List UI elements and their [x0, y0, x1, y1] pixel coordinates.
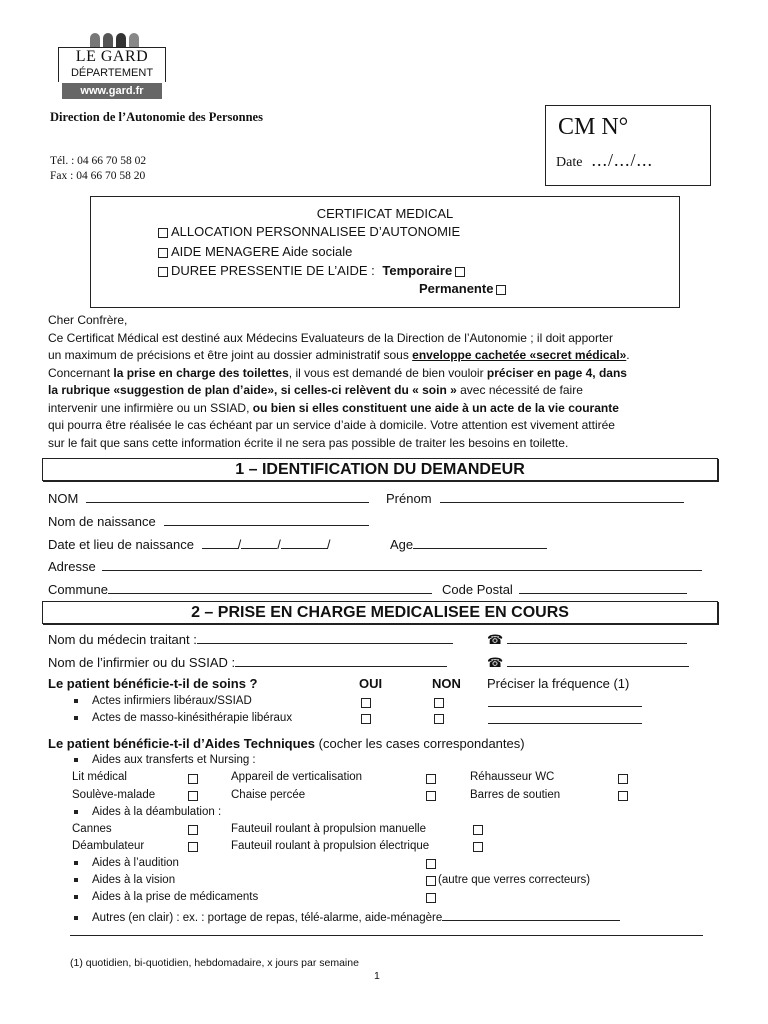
prenom-input[interactable] [440, 490, 684, 503]
verticalisation-checkbox[interactable] [426, 774, 436, 784]
intro-paragraph: Cher Confrère, Ce Certificat Médical est destiné aux Médecins Evaluateurs de la Direction de l’Autonomie ; il doit apporter un maximum de précisions et être joint au dossier administratif sous enveloppe cachetée «secret médical». Concernant la prise en charge des toilettes, il vous est demandé de bien vouloir préciser en page 4, dans la rubrique «suggestion de plan d’aide», si celles-ci relèvent du « soin » avec nécessité de faire intervenir une infirmière ou un SSIAD, ou bien si elles constituent une aide à un acte de la vie courante qui pourra être réalisée le cas échéant par un service d’aide à domicile. Votre attention est vivement attirée sur le fait que sans cette information écrite il ne sera pas possible de traiter les besoins en toilette. [48, 313, 630, 450]
medecin-input[interactable] [197, 631, 453, 644]
date-value: .../.../... [591, 150, 653, 170]
adresse-field[interactable]: Adresse [48, 558, 702, 574]
bullet-icon [74, 916, 78, 920]
audition-row: Aides à l’audition [74, 857, 179, 869]
bullet-icon [74, 716, 78, 720]
fauteuil-manuel-label: Fauteuil roulant à propulsion manuelle [231, 823, 426, 835]
option-duree[interactable]: DUREE PRESSENTIE DE L’AIDE : Temporaire [155, 263, 468, 278]
vision-note: (autre que verres correcteurs) [438, 874, 591, 886]
fauteuil-manuel-checkbox[interactable] [473, 825, 483, 835]
fax-number: Fax : 04 66 70 58 20 [50, 170, 146, 182]
telephone-number: Tél. : 04 66 70 58 02 [50, 155, 147, 167]
vision-checkbox[interactable] [426, 876, 436, 886]
direction-label: Direction de l’Autonomie des Personnes [50, 110, 263, 124]
birth-day-input[interactable] [202, 536, 238, 549]
nom-field[interactable]: NOM [48, 490, 369, 506]
commune-field[interactable]: Commune [48, 581, 432, 597]
rehausseur-label: Réhausseur WC [470, 771, 555, 783]
actes-infirmiers-oui-checkbox[interactable] [361, 698, 371, 708]
page-number: 1 [374, 970, 380, 982]
infirmier-field[interactable]: Nom de l’infirmier ou du SSIAD : [48, 654, 447, 670]
aides-techniques-question: Le patient bénéficie-t-il d’Aides Techniques (cocher les cases correspondantes) [48, 736, 525, 751]
medecin-phone-field[interactable] [487, 631, 687, 648]
logo-figures [90, 31, 142, 47]
age-field[interactable]: Age [390, 536, 547, 552]
barres-soutien-checkbox[interactable] [618, 791, 628, 801]
audition-checkbox[interactable] [426, 859, 436, 869]
lit-medical-checkbox[interactable] [188, 774, 198, 784]
cannes-label: Cannes [72, 823, 112, 835]
autres-row[interactable]: Autres (en clair) : ex. : portage de repas, télé-alarme, aide-ménagère [74, 908, 620, 924]
logo-title: LE GARD [75, 48, 149, 65]
date-label: Date [556, 155, 583, 170]
medicaments-checkbox[interactable] [426, 893, 436, 903]
frequence-header: Préciser la fréquence (1) [487, 676, 630, 691]
option-apa[interactable]: ALLOCATION PERSONNALISEE D’AUTONOMIE [155, 224, 460, 239]
commune-input[interactable] [108, 581, 432, 594]
footnote: (1) quotidien, bi-quotidien, hebdomadaire, x jours par semaine [70, 957, 359, 969]
infirmier-phone-input[interactable] [507, 654, 689, 667]
infirmier-phone-field[interactable] [487, 654, 689, 671]
telephone-icon: ☎ [487, 632, 504, 647]
date-field[interactable] [556, 150, 653, 171]
checkbox[interactable] [158, 267, 168, 277]
cannes-checkbox[interactable] [188, 825, 198, 835]
medecin-phone-input[interactable] [507, 631, 687, 644]
checkbox-temporaire[interactable] [455, 267, 465, 277]
checkbox[interactable] [158, 248, 168, 258]
barres-soutien-label: Barres de soutien [470, 789, 561, 801]
checkbox[interactable] [158, 228, 168, 238]
souleve-malade-label: Soulève-malade [72, 789, 156, 801]
actes-infirmiers-frequence-input[interactable] [488, 694, 642, 707]
masso-kine-non-checkbox[interactable] [434, 714, 444, 724]
non-header: NON [432, 676, 461, 691]
vision-row: Aides à la vision [74, 874, 175, 886]
birth-month-input[interactable] [241, 536, 277, 549]
certificate-box [90, 196, 680, 308]
masso-kine-row: Actes de masso-kinésithérapie libéraux [74, 712, 292, 724]
oui-header: OUI [359, 676, 383, 691]
autres-input[interactable] [442, 908, 620, 921]
bullet-icon [74, 810, 78, 814]
actes-infirmiers-row: Actes infirmiers libéraux/SSIAD [74, 695, 252, 707]
deambulateur-checkbox[interactable] [188, 842, 198, 852]
nom-input[interactable] [86, 490, 369, 503]
masso-kine-frequence-input[interactable] [488, 711, 642, 724]
checkbox-permanente[interactable] [496, 285, 506, 295]
autres-continuation-line[interactable] [70, 935, 703, 936]
souleve-malade-checkbox[interactable] [188, 791, 198, 801]
chaise-percee-checkbox[interactable] [426, 791, 436, 801]
infirmier-input[interactable] [235, 654, 447, 667]
certificate-title: CERTIFICAT MEDICAL [316, 206, 454, 221]
fauteuil-electrique-label: Fauteuil roulant à propulsion électrique [231, 840, 430, 852]
code-postal-input[interactable] [519, 581, 687, 594]
cm-box [545, 105, 711, 186]
bullet-icon [74, 895, 78, 899]
logo-subtitle: DÉPARTEMENT [70, 67, 154, 79]
adresse-input[interactable] [102, 558, 702, 571]
age-input[interactable] [413, 536, 547, 549]
verticalisation-label: Appareil de verticalisation [231, 771, 363, 783]
bullet-icon [74, 699, 78, 703]
transferts-heading: Aides aux transferts et Nursing : [74, 754, 256, 766]
option-aide-menagere[interactable]: AIDE MENAGERE Aide sociale [155, 244, 352, 259]
medecin-traitant-field[interactable]: Nom du médecin traitant : [48, 631, 453, 647]
masso-kine-oui-checkbox[interactable] [361, 714, 371, 724]
deambulateur-label: Déambulateur [72, 840, 145, 852]
prenom-field[interactable]: Prénom [386, 490, 684, 506]
section-2-header: 2 – PRISE EN CHARGE MEDICALISEE EN COURS [42, 601, 718, 624]
chaise-percee-label: Chaise percée [231, 789, 306, 801]
rehausseur-checkbox[interactable] [618, 774, 628, 784]
logo [56, 27, 168, 100]
fauteuil-electrique-checkbox[interactable] [473, 842, 483, 852]
bullet-icon [74, 861, 78, 865]
cm-number-label: CM N° [558, 114, 629, 140]
section-1-header: 1 – IDENTIFICATION DU DEMANDEUR [42, 458, 718, 481]
bullet-icon [74, 758, 78, 762]
nom-naissance-input[interactable] [164, 513, 369, 526]
soins-question: Le patient bénéficie-t-il de soins ? [48, 676, 258, 691]
birth-year-input[interactable] [281, 536, 327, 549]
lit-medical-label: Lit médical [72, 771, 127, 783]
telephone-icon: ☎ [487, 655, 504, 670]
actes-infirmiers-non-checkbox[interactable] [434, 698, 444, 708]
nom-naissance-field[interactable]: Nom de naissance [48, 513, 369, 529]
medicaments-row: Aides à la prise de médicaments [74, 891, 258, 903]
code-postal-field[interactable]: Code Postal [442, 581, 687, 597]
date-lieu-naissance-field[interactable]: Date et lieu de naissance / / / [48, 537, 331, 552]
logo-url: www.gard.fr [62, 83, 162, 99]
option-permanente[interactable]: Permanente [419, 281, 509, 296]
deambulation-heading: Aides à la déambulation : [74, 806, 221, 818]
bullet-icon [74, 878, 78, 882]
